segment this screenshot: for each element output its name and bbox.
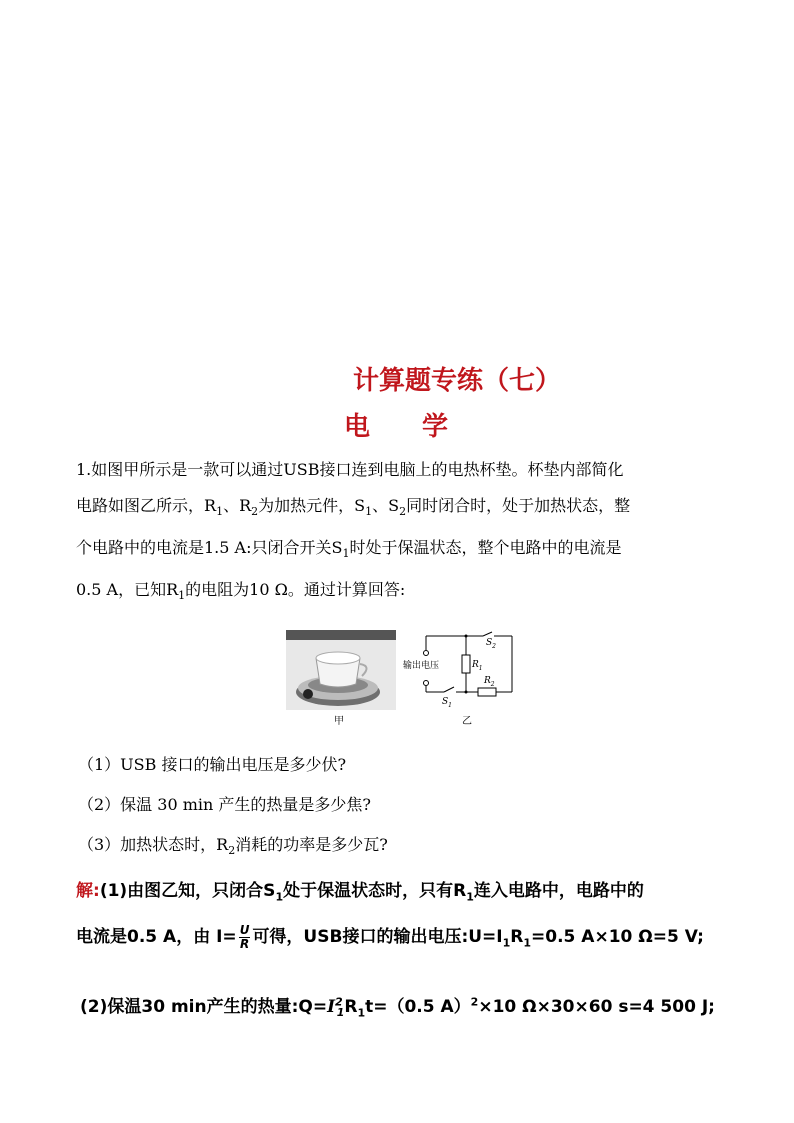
text: 0.5 A，已知R bbox=[76, 580, 179, 600]
text: S bbox=[442, 697, 449, 707]
text: 、S bbox=[372, 496, 400, 515]
text: (2)保温30 min产生的热量:Q= bbox=[80, 997, 328, 1017]
subscript: 1 bbox=[365, 505, 373, 519]
text: =0.5 A×10 Ω=5 V; bbox=[531, 927, 704, 947]
intro-line-1: 1.如图甲所示是一款可以通过USB接口连到电脑上的电热杯垫。杯垫内部简化 bbox=[76, 460, 624, 479]
fraction-u-over-r bbox=[239, 924, 251, 951]
subscript: 2 bbox=[490, 680, 495, 688]
label-s1 bbox=[442, 697, 452, 709]
text: 电路如图乙所示，R bbox=[76, 496, 217, 515]
answer-line-2 bbox=[76, 922, 726, 951]
text: (1)由图乙知，只闭合S bbox=[99, 881, 276, 901]
answer-line-3 bbox=[80, 992, 730, 1019]
text: R bbox=[344, 997, 358, 1017]
question-1: （1）USB 接口的输出电压是多少伏? bbox=[78, 755, 347, 774]
text: 消耗的功率是多少瓦? bbox=[235, 835, 388, 854]
text: （3）加热状态时，R bbox=[78, 835, 229, 854]
subscript: 1 bbox=[448, 701, 452, 709]
label-s2 bbox=[486, 638, 496, 650]
subscript: 1 bbox=[523, 936, 532, 950]
text: 处于保温状态时，只有R bbox=[283, 881, 467, 901]
superscript: 2 bbox=[470, 995, 479, 1009]
text: 可得，USB接口的输出电压:U=I bbox=[252, 927, 503, 947]
subscript: 1 bbox=[357, 1006, 366, 1020]
page-title: 计算题专练（七） bbox=[352, 366, 561, 396]
subscript: 2 bbox=[492, 642, 496, 650]
text: 、R bbox=[223, 496, 252, 515]
text: S bbox=[486, 638, 493, 648]
text: I bbox=[327, 997, 336, 1017]
subscript: 2 bbox=[228, 844, 236, 858]
caption-yi: 乙 bbox=[462, 716, 472, 727]
text: R bbox=[472, 660, 479, 670]
text: 连入电路中，电路中的 bbox=[473, 881, 644, 901]
label-r1 bbox=[472, 660, 483, 672]
superscript: 2 bbox=[335, 995, 343, 1009]
intro-line-2 bbox=[76, 488, 720, 530]
subscript: 1 bbox=[478, 664, 483, 672]
subscript: 1 bbox=[466, 890, 474, 904]
subscript: 1 bbox=[336, 1006, 345, 1020]
caption-jia: 甲 bbox=[334, 716, 344, 727]
intro-line-4 bbox=[76, 572, 720, 614]
text: 为加热元件，S bbox=[258, 496, 366, 515]
question-2: （2）保温 30 min 产生的热量是多少焦? bbox=[78, 795, 371, 814]
question-3 bbox=[78, 832, 388, 857]
text: 的电阻为10 Ω。通过计算回答: bbox=[185, 580, 406, 600]
subscript: 2 bbox=[399, 505, 407, 519]
subscript: 1 bbox=[275, 890, 284, 904]
label-r2 bbox=[484, 676, 495, 688]
text: 同时闭合时，处于加热状态，整 bbox=[406, 496, 631, 515]
subscript: 1 bbox=[216, 505, 224, 519]
page-subtitle: 电学 bbox=[343, 412, 500, 442]
label-output-voltage: 输出电压 bbox=[403, 661, 440, 671]
subscript: 1 bbox=[178, 589, 186, 603]
answer-label: 解: bbox=[76, 881, 100, 901]
text: ×10 Ω×30×60 s=4 500 J; bbox=[478, 997, 715, 1017]
answer-line-1 bbox=[76, 876, 726, 903]
subscript: 1 bbox=[502, 936, 511, 950]
text: 时处于保温状态，整个电路中的电流是 bbox=[349, 538, 622, 558]
fraction-denominator: R bbox=[239, 936, 250, 951]
intro-line-3 bbox=[76, 530, 720, 572]
text: R bbox=[484, 676, 491, 686]
text: R bbox=[510, 927, 524, 947]
text: 电流是0.5 A，由 I= bbox=[76, 927, 237, 947]
text: t=（0.5 A） bbox=[365, 997, 471, 1017]
problem-intro bbox=[76, 452, 720, 615]
fraction-numerator: U bbox=[239, 922, 250, 937]
subscript: 2 bbox=[251, 505, 259, 519]
subscript: 1 bbox=[342, 547, 350, 561]
text: 个电路中的电流是1.5 A:只闭合开关S bbox=[76, 538, 343, 558]
